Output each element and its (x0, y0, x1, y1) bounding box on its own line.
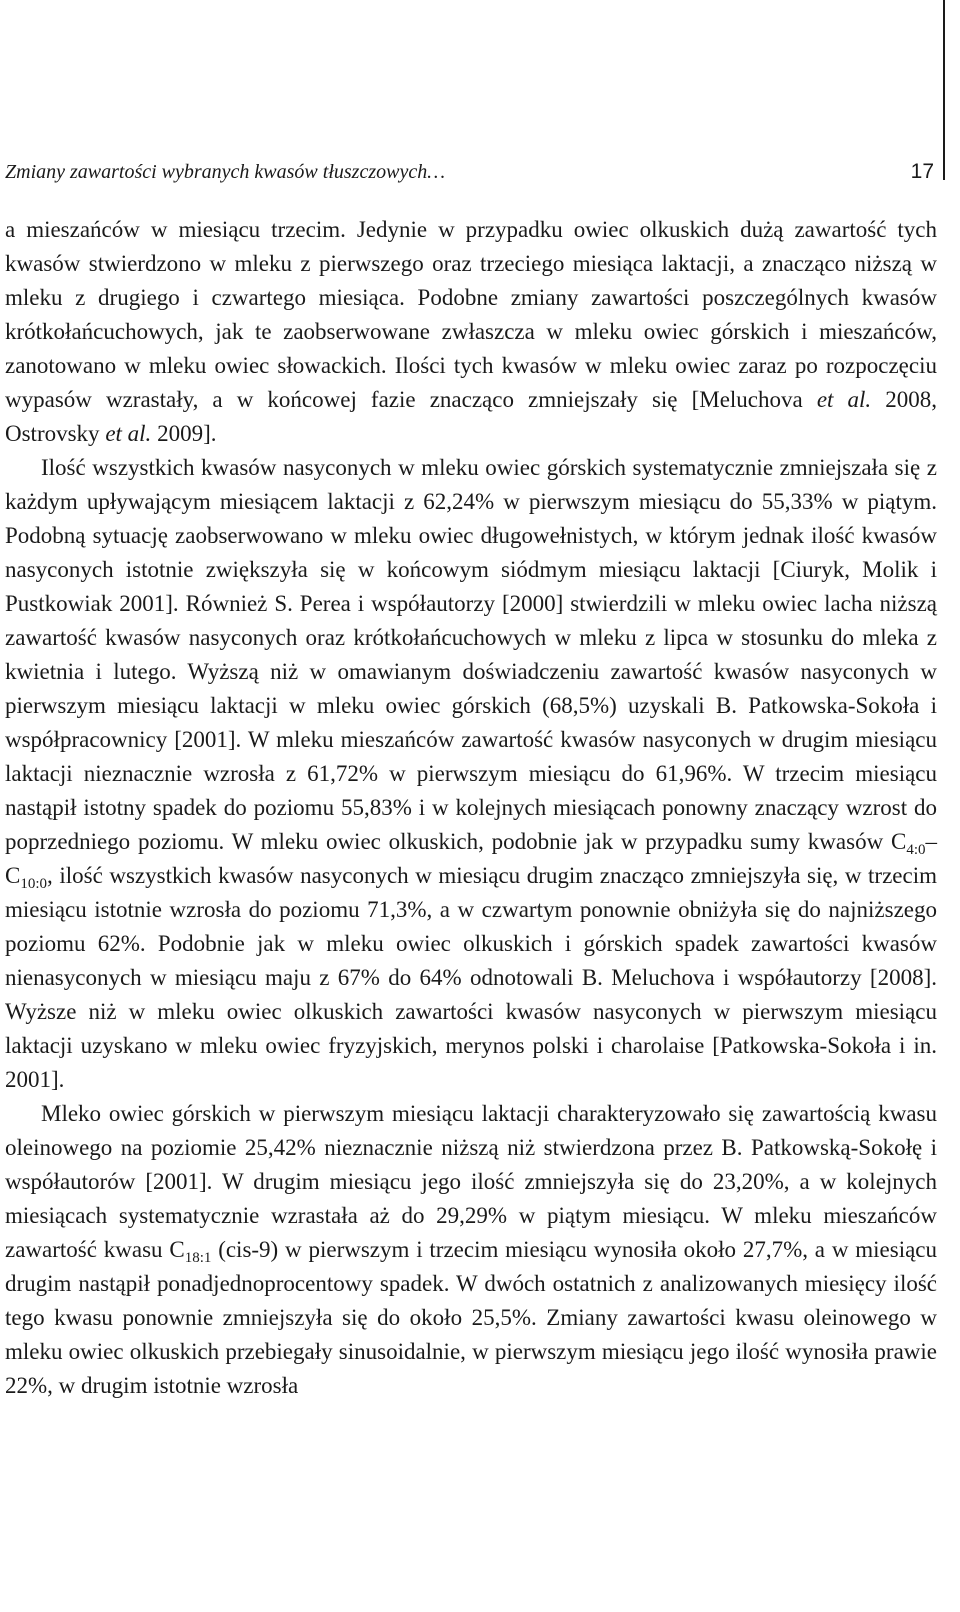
page-number: 17 (910, 160, 934, 183)
paragraph-1-text-3: 2009]. (151, 421, 217, 446)
formula-c: C (890, 829, 907, 854)
paragraph-3 (5, 1097, 937, 1403)
paragraph-2-text-2: , ilość wszystkich kwasów nasyconych w miesiącu drugim znacząco zmniejszyła się, w trzecim miesiącu istotnie wzrosła do poziomu 71,3%, a w czwartym ponownie obniżyła się do najniższego poziomu 62%. Podobnie jak w mleku owiec olkuskich i górskich spadek zawartości kwasów nienasyconych w miesiącu maju z 67% do 64% odnotowali B. Meluchova i współautorzy [2008]. Wyższe niż w mleku owiec olkuskich zawartości kwasów nasyconych w pierwszym miesiącu laktacji uzyskano w mleku owiec fryzyjskich, merynos polski i charolaise [Patkowska-Sokoła i in. 2001]. (5, 863, 937, 1092)
formula-subscript: 4:0 (906, 842, 926, 858)
running-header-title: Zmiany zawartości wybranych kwasów tłuszczowych… (5, 161, 445, 183)
paragraph-1-text-2: 2008, Ostrovsky (5, 387, 937, 446)
paragraph-1 (5, 213, 937, 451)
paragraph-3-text-2: (cis-9) w pierwszym i trzecim miesiącu wynosiła około 27,7%, a w miesiącu drugim nastąpił ponadjednoprocentowy spadek. W dwóch ostatnich z analizowanych miesięcy ilość tego kwasu ponownie zmniejszyła się do około 25,5%. Zmiany zawartości kwasu oleinowego w mleku owiec olkuskich przebiegały sinusoidalnie, w pierwszym miesiącu jego ilość wynosiła prawie 22%, w drugim istotnie wzrosła (5, 1237, 938, 1398)
formula-dash: – (925, 829, 937, 854)
formula-subscript: 18:1 (184, 1250, 212, 1266)
formula-c: C (5, 863, 21, 888)
paragraph-1-italic-1: et al. (816, 387, 872, 412)
paragraph-1-text-1: a mieszańców w miesiącu trzecim. Jedynie w przypadku owiec olkuskich dużą zawartość tych kwasów stwierdzono w mleku z pierwszego oraz trzeciego miesiąca laktacji, a znacząco niższą w mleku z drugiego i czwartego miesiąca. Podobne zmiany zawartości poszczególnych kwasów krótkołańcuchowych, jak te zaobserwowane zwłaszcza w mleku owiec górskich i mieszańców, zanotowano w mleku owiec słowackich. Ilości tych kwasów w mleku owiec zaraz po rozpoczęciu wypasów wzrastały, a w końcowej fazie znacząco zmniejszały się [Meluchova (5, 217, 937, 412)
running-header (5, 157, 937, 187)
formula-c: C (169, 1237, 185, 1262)
paragraph-1-italic-2: et al. (105, 421, 152, 446)
paragraph-2 (5, 451, 937, 1097)
formula-subscript: 10:0 (20, 876, 48, 892)
body-text (5, 213, 937, 1403)
paragraph-3-text-1: Mleko owiec górskich w pierwszym miesiącu laktacji charakteryzowało się zawartością kwasu oleinowego na poziomie 25,42% nieznacznie niższą niż stwierdzona przez B. Patkowską-Sokołę i współautorów [2001]. W drugim miesiącu jego ilość zmniejszyła się do 23,20%, a w kolejnych miesiącach systematycznie wzrastała aż do 29,29% w piątym miesiącu. W mleku mieszańców zawartość kwasu (5, 1101, 937, 1262)
page-edge-rule (943, 0, 945, 180)
paragraph-2-text-1: Ilość wszystkich kwasów nasyconych w mleku owiec górskich systematycznie zmniejszała się z każdym upływającym miesiącem laktacji z 62,24% w pierwszym miesiącu do 55,33% w piątym. Podobną sytuację zaobserwowano w mleku owiec długowełnistych, w którym jednak ilość kwasów nasyconych istotnie zwiększyła się w końcowym siódmym miesiącu laktacji [Ciuryk, Molik i Pustkowiak 2001]. Również S. Perea i współautorzy [2000] stwierdzili w mleku owiec lacha niższą zawartość kwasów nasyconych oraz krótkołańcuchowych w mleku z lipca w stosunku do mleka z kwietnia i lutego. Wyższą niż w omawianym doświadczeniu zawartość kwasów nasyconych w pierwszym miesiącu laktacji w mleku owiec górskich (68,5%) uzyskali B. Patkowska-Sokoła i współpracownicy [2001]. W mleku mieszańców zawartość kwasów nasyconych w drugim miesiącu laktacji nieznacznie wzrosła z 61,72% w pierwszym miesiącu do 61,96%. W trzecim miesiącu nastąpił istotny spadek do poziomu 55,83% i w kolejnych miesiącach ponowny znaczący wzrost do poprzedniego poziomu. W mleku owiec olkuskich, podobnie jak w przypadku sumy kwasów (5, 455, 937, 854)
